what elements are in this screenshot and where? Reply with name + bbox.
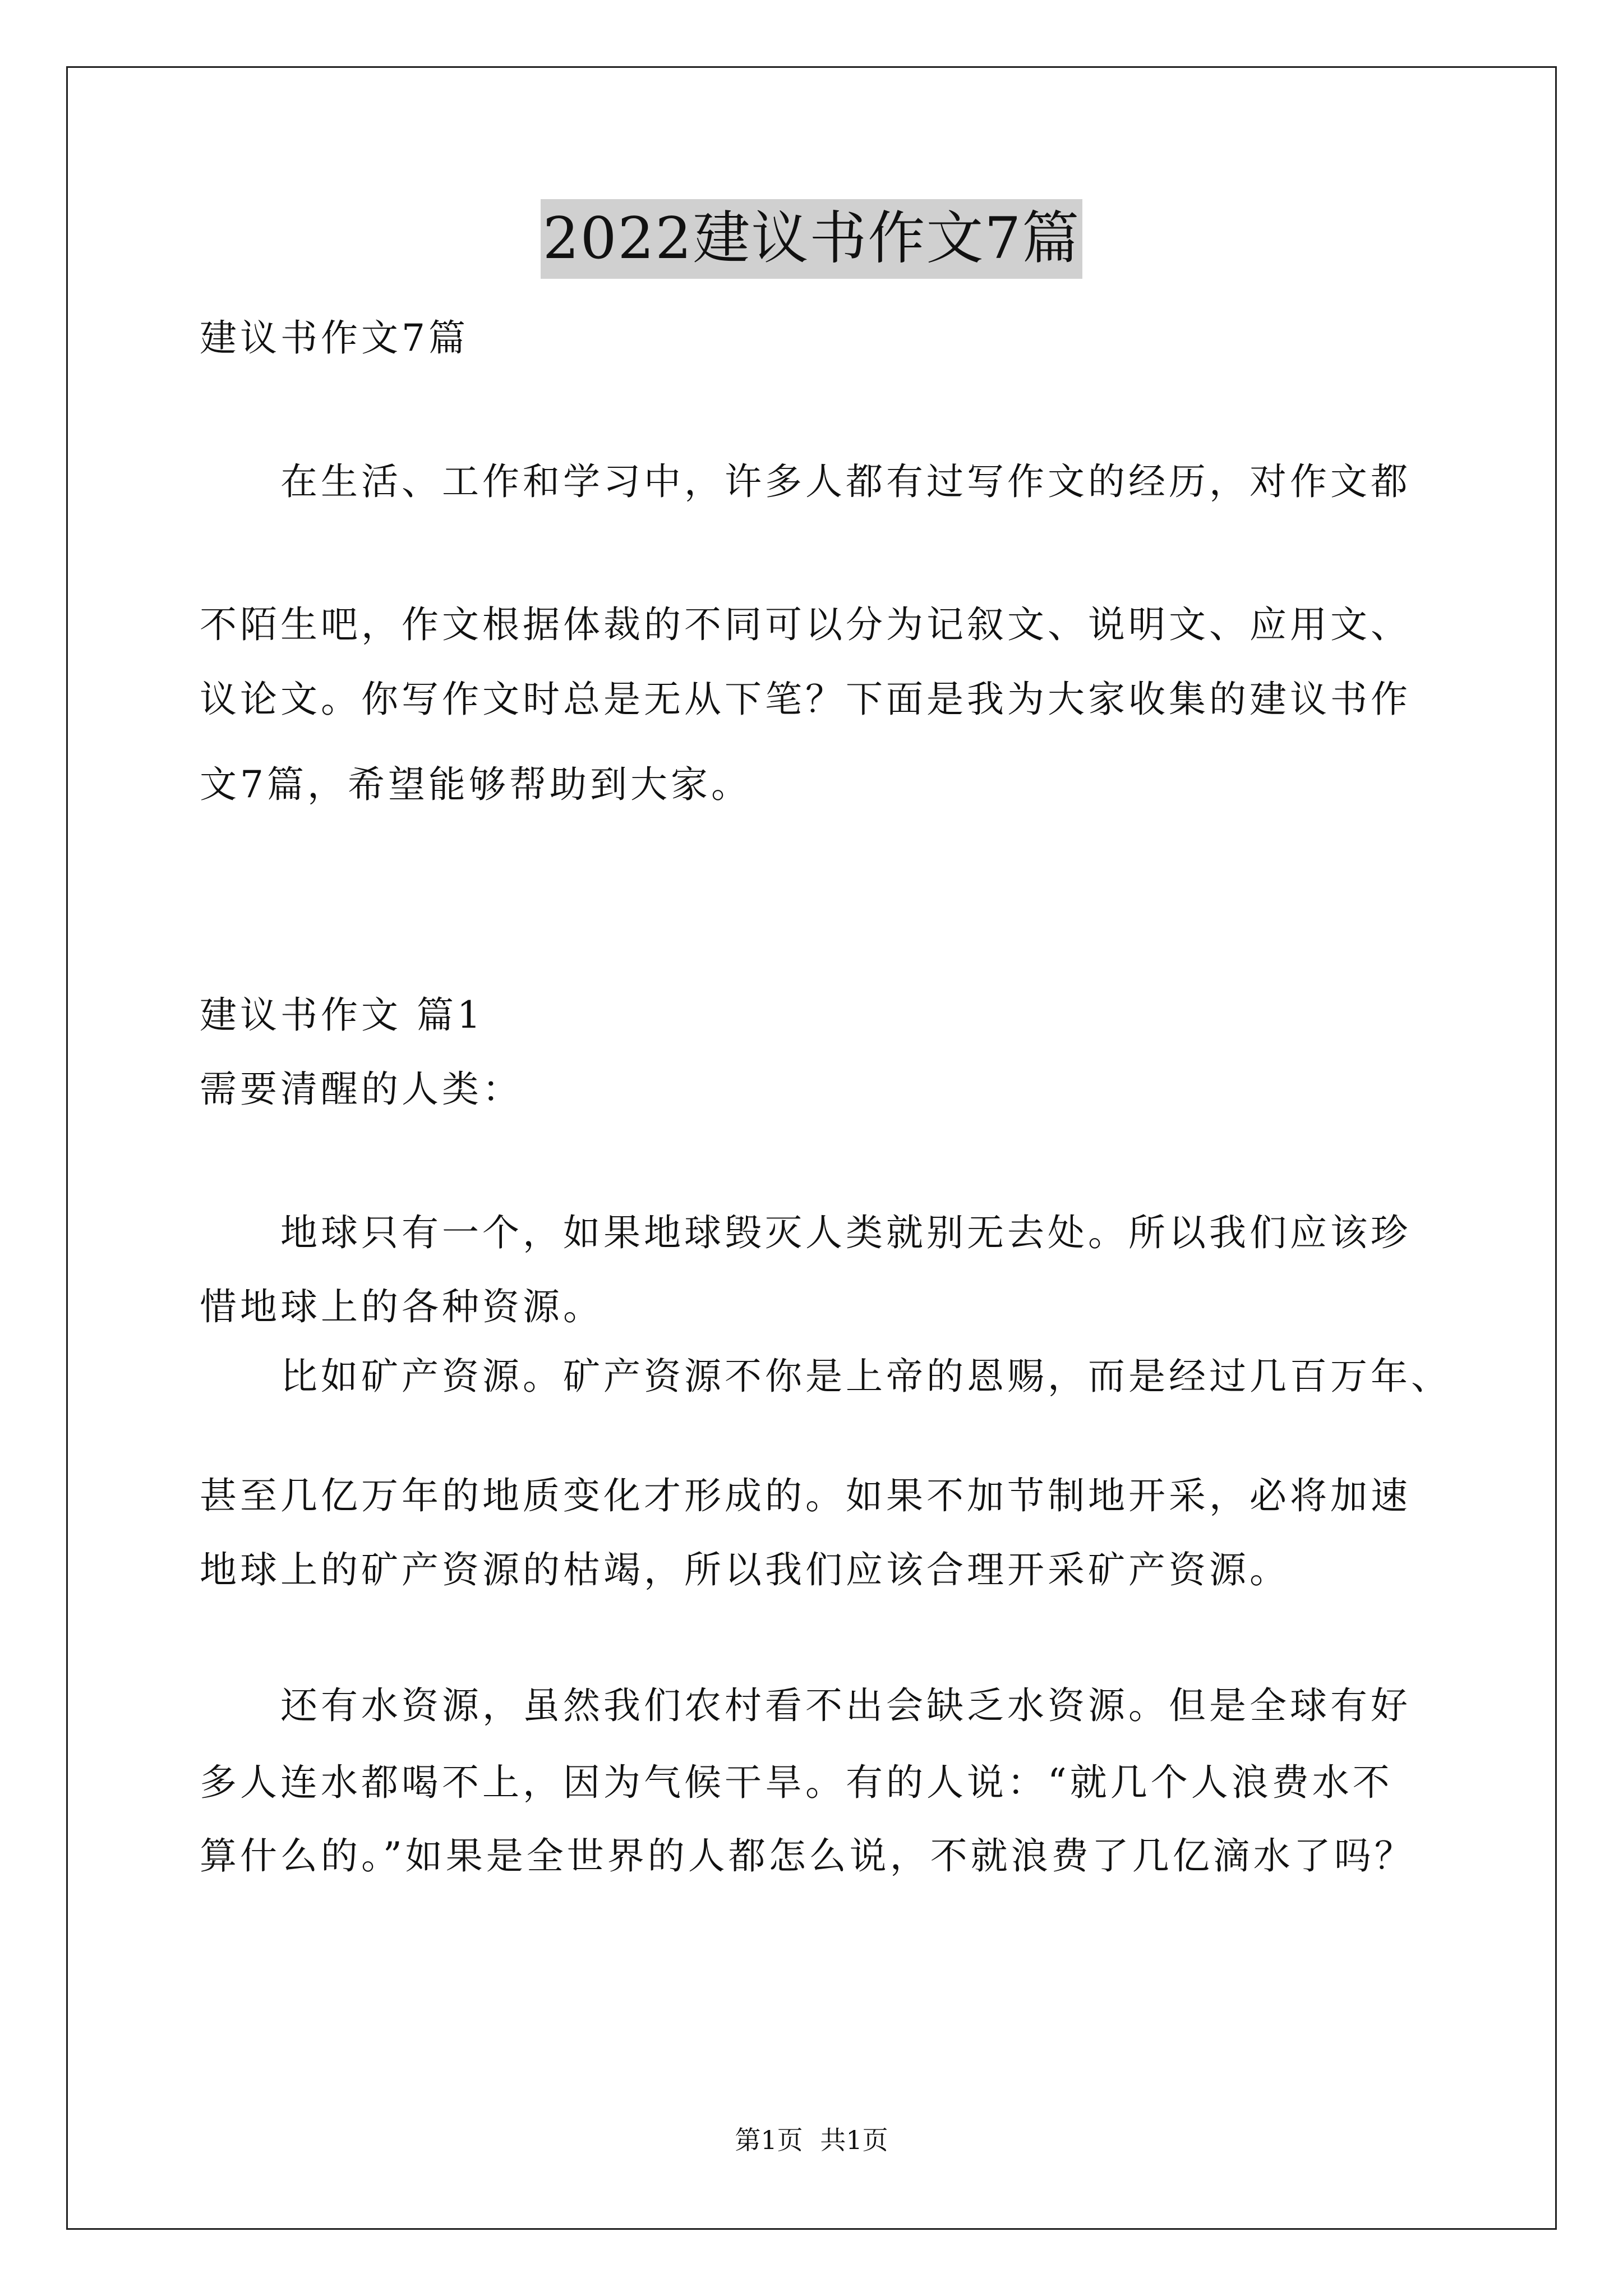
body-line: 多人连水都喝不上，因为气候干旱。有的人说：“就几个人浪费水不 [200, 1761, 1393, 1804]
subtitle-line: 建议书作文7篇 [200, 316, 469, 360]
body-line: 地球上的矿产资源的枯竭，所以我们应该合理开采矿产资源。 [200, 1548, 1290, 1591]
body-line: 在生活、工作和学习中，许多人都有过写作文的经历，对作文都 [200, 460, 1411, 503]
page-frame [66, 66, 1557, 2230]
body-line: 算什么的。”如果是全世界的人都怎么说，不就浪费了几亿滴水了吗？ [200, 1834, 1415, 1878]
body-line: 议论文。你写作文时总是无从下笔？下面是我为大家收集的建议书作 [200, 678, 1411, 721]
body-line: 地球只有一个，如果地球毁灭人类就别无去处。所以我们应该珍 [200, 1211, 1411, 1254]
page-footer [0, 2123, 1623, 2157]
body-line: 不陌生吧，作文根据体裁的不同可以分为记叙文、说明文、应用文、 [200, 603, 1411, 646]
body-line: 甚至几亿万年的地质变化才形成的。如果不加节制地开采，必将加速 [200, 1474, 1411, 1517]
page-total: 共1页 [820, 2125, 888, 2155]
title-wrap [0, 199, 1623, 279]
body-line: 惜地球上的各种资源。 [200, 1285, 603, 1328]
page-number: 第1页 [735, 2125, 803, 2155]
document-title: 2022建议书作文7篇 [541, 199, 1082, 279]
body-line: 文7篇，希望能够帮助到大家。 [200, 763, 751, 806]
body-line: 还有水资源，虽然我们农村看不出会缺乏水资源。但是全球有好 [200, 1684, 1411, 1727]
salutation-line: 需要清醒的人类： [200, 1068, 523, 1111]
section-heading: 建议书作文 篇1 [200, 993, 484, 1037]
body-line: 比如矿产资源。矿产资源不你是上帝的恩赐，而是经过几百万年、 [200, 1355, 1451, 1398]
